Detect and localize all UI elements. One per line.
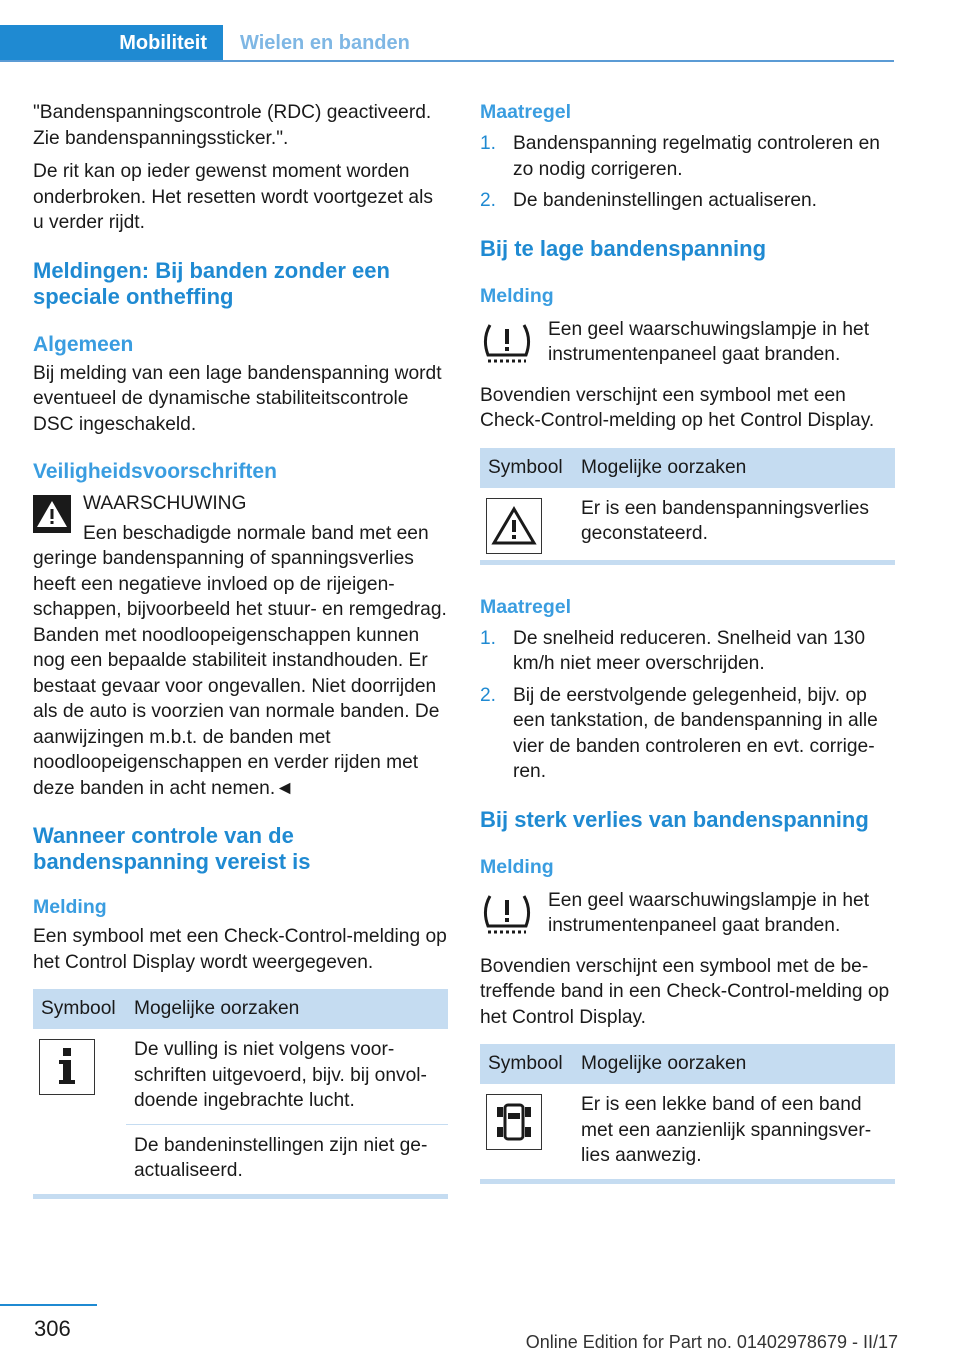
heading-meldingen: Meldingen: Bij banden zonder een speciale ontheffing [33, 257, 390, 309]
list-item: 2. De bandeninstellingen actualiseren. [480, 190, 818, 211]
col-header-symbool: Symbool [480, 448, 573, 488]
heading-sterk: Bij sterk verlies van bandenspanning [480, 806, 869, 832]
symbol-table-1 [480, 448, 895, 560]
heading-maatregel-2: Maatregel [480, 595, 572, 618]
left-column [33, 100, 448, 1199]
cause-cell: De bandeninstellingen zijn niet geactualiseerd. [126, 1124, 448, 1194]
lamp-block-2 [480, 888, 895, 942]
car-tire-icon [486, 1094, 542, 1150]
table-end-rule [33, 1194, 448, 1199]
list-item: 1. De snelheid reduceren. Snelheid van 130 km/h niet meer overschrijden. [480, 627, 866, 674]
tire-pressure-warning-icon [480, 317, 534, 371]
footer-rule [0, 1304, 97, 1306]
table-end-rule [480, 1179, 895, 1184]
list-item: 2. Bij de eerstvolgende gelegenheid, bijv. op een tankstation, de bandenspanning in alle vier de banden controleren en evt. corrigeren. [480, 684, 878, 782]
col-header-oorzaken: Mogelijke oorzaken [573, 448, 895, 488]
lamp-text: Een geel waarschuwingslampje in het instrumentenpaneel gaat branden. [548, 318, 870, 365]
right-column [480, 100, 895, 1184]
heading-lage: Bij te lage bandenspanning [480, 235, 767, 261]
section-tab-wielen[interactable]: Wielen en banden [240, 32, 410, 54]
warning-text: geringe bandenspanning of spanningsverlies heeft een negatieve invloed op de rijeigenschappen, bijvoorbeeld het stuur- en remgedrag. Banden met noodloopeigenschappen kunnen nog een bepaalde stabiliteit instandhouden. Er bestaat gevaar voor ongevallen. Niet doorrijden als de auto is voorzien van normale banden. De aanwijzingen m.b.t. de banden met noodloopeigenschappen en verder rijden met deze banden in acht nemen.◄ [33, 548, 447, 799]
warning-first-line: Een beschadigde normale band met een [83, 522, 429, 544]
bovendien-text-1: Bovendien verschijnt een symbool met een Check-Control-melding op het Control Display. [480, 384, 875, 431]
symbol-table-2 [480, 1044, 895, 1179]
warning-triangle-icon [486, 498, 542, 554]
heading-melding-1: Melding [480, 284, 554, 307]
header-rule [0, 60, 894, 62]
cause-cell: Er is een bandenspanningsverlies geconstateerd. [581, 497, 869, 544]
warning-triangle-icon [33, 495, 71, 533]
info-icon [39, 1039, 95, 1095]
heading-maatregel: Maatregel [480, 101, 572, 123]
table-row [33, 1029, 448, 1124]
rdc-text: "Bandenspanningscontrole (RDC) geactiveerd. Zie bandenspanningssticker.". [33, 102, 432, 149]
cause-cell: Er is een lekke band of een band met een aanzienlijk spanningsverlies aanwezig. [581, 1094, 872, 1166]
heading-veiligheid: Veiligheidsvoorschriften [33, 460, 277, 483]
tire-pressure-warning-icon [480, 888, 534, 942]
algemeen-text: Bij melding van een lage bandenspanning wordt eventueel de dynamische stabiliteitscontrole DSC ingeschakeld. [33, 362, 442, 435]
list-item: 1. Bandenspanning regelmatig controleren en zo nodig corrigeren. [480, 133, 880, 180]
col-header-symbool: Symbool [480, 1044, 573, 1084]
warning-block [33, 491, 448, 801]
heading-melding-2: Melding [480, 855, 554, 878]
heading-wanneer: Wanneer controle van de bandenspanning vereist is [33, 823, 311, 874]
warning-title: WAARSCHUWING [83, 493, 247, 514]
table-row [480, 1084, 895, 1179]
col-header-oorzaken: Mogelijke oorzaken [126, 989, 448, 1029]
symbol-table [33, 989, 448, 1194]
edition-text: Online Edition for Part no. 01402978679 - II/17 [525, 1332, 898, 1352]
page-header [0, 25, 894, 61]
table-row [480, 488, 895, 560]
col-header-oorzaken: Mogelijke oorzaken [573, 1044, 895, 1084]
heading-algemeen: Algemeen [33, 332, 134, 356]
lamp-block [480, 317, 895, 371]
bovendien-text-2: Bovendien verschijnt een symbool met de betreffende band in een Check-Control-melding op het Control Display. [480, 955, 890, 1028]
table-end-rule [480, 560, 895, 565]
section-tab-mobiliteit[interactable]: Mobiliteit [0, 25, 223, 62]
cause-cell: De vulling is niet volgens voorschriften uitgevoerd, bijv. bij onvoldoende ingebrachte lucht. [134, 1039, 427, 1111]
page-number: 306 [34, 1316, 71, 1341]
steps-list-2 [480, 626, 895, 785]
lamp-text-2: Een geel waarschuwingslampje in het instrumentenpaneel gaat branden. [548, 889, 870, 936]
heading-melding: Melding [33, 896, 107, 918]
melding-text: Een symbool met een Check-Control-melding op het Control Display wordt weergegeven. [33, 926, 447, 973]
col-header-symbool: Symbool [33, 989, 126, 1029]
interrupt-text: De rit kan op ieder gewenst moment worden onderbroken. Het resetten wordt voortgezet als u verder rijdt. [33, 161, 433, 233]
steps-list [480, 131, 895, 214]
